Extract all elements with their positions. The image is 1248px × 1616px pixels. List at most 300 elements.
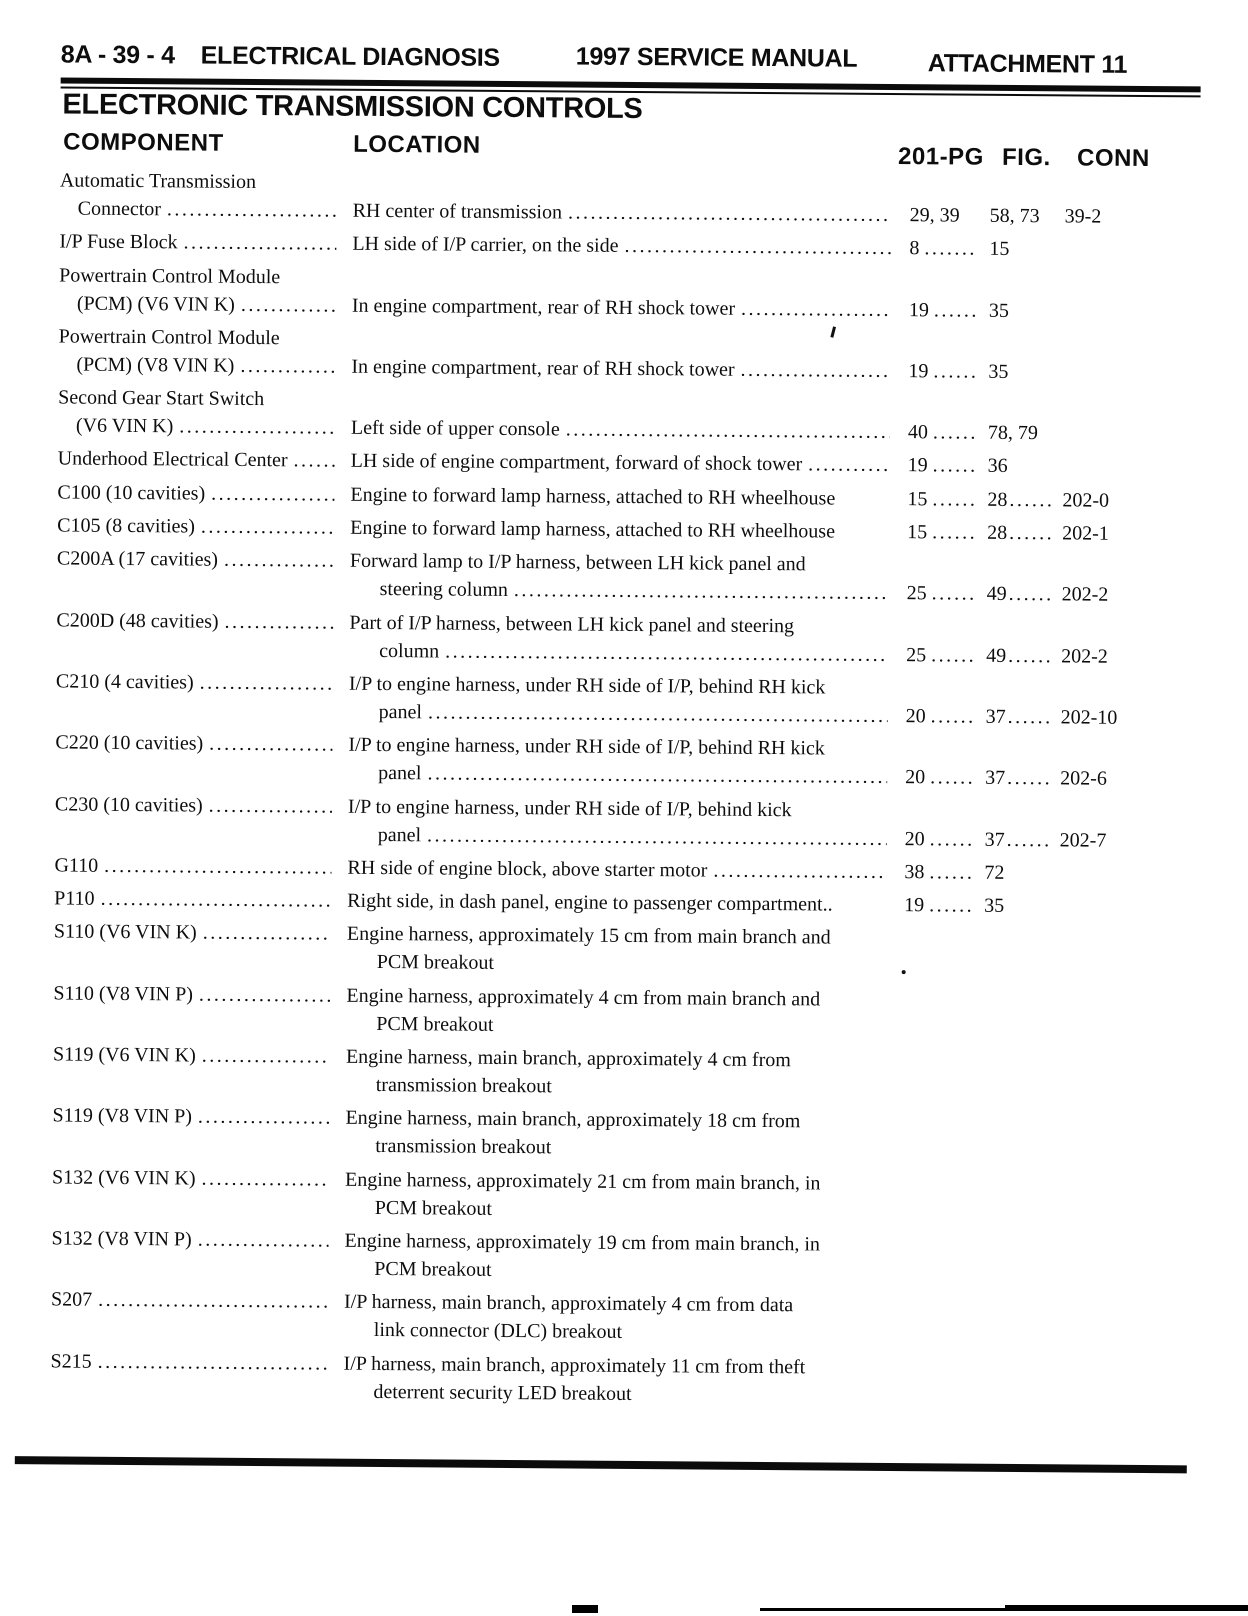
- conn-value: 202-1: [1062, 522, 1109, 545]
- pg-cell: [910, 201, 990, 230]
- location-text: PCM breakout: [376, 951, 495, 975]
- component-text: C200D (48 cavities): [56, 609, 219, 633]
- table-row: [57, 478, 1157, 515]
- component-cell: [51, 1314, 344, 1344]
- fig-value: 36: [987, 455, 1008, 478]
- dot-leader: [198, 1103, 330, 1132]
- location-cell: [344, 1255, 901, 1287]
- table-row: [59, 228, 1159, 265]
- component-text: Automatic Transmission: [59, 169, 257, 193]
- pg-cell: [908, 418, 988, 447]
- pg-cell: [905, 825, 985, 854]
- dot-leader: [1007, 764, 1050, 792]
- fig-cell: [984, 859, 1059, 888]
- conn-value: 39-2: [1064, 205, 1102, 228]
- component-cell: [58, 350, 351, 380]
- table-row: [55, 790, 1155, 855]
- component-cell: [51, 1286, 344, 1316]
- dot-leader: [101, 885, 332, 915]
- fig-value: 49: [986, 644, 1007, 667]
- component-cell: [51, 1252, 344, 1282]
- dot-leader: [932, 485, 975, 513]
- pg-value: 19: [908, 298, 929, 321]
- location-text: transmission breakout: [375, 1074, 552, 1098]
- component-cell: [51, 1224, 344, 1254]
- fig-value: 37: [985, 705, 1006, 728]
- table-row: [58, 445, 1158, 482]
- location-cell: [352, 263, 909, 295]
- bottom-rule: [15, 1456, 1187, 1473]
- location-text: In engine compartment, rear of RH shock tower: [351, 294, 736, 320]
- component-cell: [56, 667, 349, 697]
- conn-value: 202-0: [1062, 489, 1110, 512]
- component-text: C200A (17 cavities): [56, 547, 219, 572]
- pg-value: 40: [907, 421, 929, 444]
- location-text: panel: [378, 700, 423, 724]
- dot-leader: [240, 352, 335, 381]
- dot-leader: [933, 419, 976, 447]
- component-text: C105 (8 cavities): [57, 514, 195, 538]
- dot-leader: [202, 1042, 330, 1071]
- table-row: [55, 729, 1155, 794]
- dot-leader: [428, 698, 888, 730]
- location-text: In engine compartment, rear of RH shock tower: [351, 355, 735, 381]
- pg-cell: [907, 485, 987, 514]
- fig-value: 28: [987, 488, 1008, 511]
- table-row: [59, 261, 1159, 326]
- pg-cell: [904, 858, 984, 887]
- conn-value: 202-2: [1061, 583, 1109, 607]
- conn-cell: [1063, 453, 1158, 482]
- location-cell: [352, 325, 909, 357]
- dot-leader: [1009, 580, 1052, 608]
- manual-title: 1997 SERVICE MANUAL: [575, 42, 858, 73]
- dot-leader: [98, 1347, 328, 1377]
- pg-value: 8: [909, 237, 920, 260]
- component-text: C230 (10 cavities): [54, 792, 203, 817]
- dot-leader: [104, 852, 332, 882]
- pg-value: 15: [907, 521, 928, 544]
- conn-cell: [1062, 581, 1157, 610]
- attachment-label: ATTACHMENT 11: [927, 49, 1128, 79]
- location-text: link connector (DLC) breakout: [373, 1319, 623, 1344]
- dot-leader: [933, 452, 976, 480]
- component-cell: [56, 634, 349, 664]
- fig-cell: [986, 703, 1061, 732]
- location-cell: [346, 981, 903, 1013]
- location-cell: [350, 481, 907, 513]
- location-text: Engine harness, main branch, approximately 4 cm from: [345, 1045, 791, 1072]
- conn-cell: [1065, 202, 1160, 231]
- dot-leader: [427, 760, 887, 792]
- pg-cell: [906, 702, 986, 731]
- conn-cell: [1060, 765, 1155, 794]
- dot-leader: [293, 447, 334, 475]
- component-cell: [57, 512, 350, 542]
- dot-leader: [211, 479, 334, 508]
- dot-leader: [224, 546, 334, 575]
- component-cell: [57, 478, 350, 508]
- dot-leader: [931, 641, 974, 669]
- dot-leader: [514, 576, 889, 607]
- component-cell: [57, 573, 350, 603]
- fig-value: 35: [984, 894, 1005, 918]
- component-cell: [60, 194, 353, 224]
- fig-cell: [988, 358, 1063, 387]
- location-text: Right side, in dash panel, engine to passenger compartment..: [347, 889, 833, 916]
- location-cell: [350, 514, 907, 546]
- pg-value: 19: [907, 454, 928, 477]
- fig-value: 58, 73: [989, 204, 1040, 228]
- fig-value: 35: [988, 360, 1009, 383]
- scan-artifact-footer-line: [1005, 1605, 1248, 1610]
- location-text: Engine harness, main branch, approximately 18 cm from: [345, 1107, 801, 1133]
- location-text: panel: [377, 823, 422, 846]
- dot-leader: [201, 1164, 329, 1193]
- component-cell: [59, 289, 352, 319]
- location-text: PCM breakout: [374, 1257, 492, 1281]
- location-text: Engine harness, approximately 19 cm from main branch, in: [344, 1229, 821, 1256]
- dot-leader: [200, 669, 333, 698]
- component-cell: [54, 885, 347, 915]
- pg-value: 19: [908, 360, 929, 383]
- dot-leader: [1009, 486, 1052, 514]
- component-text: C220 (10 cavities): [55, 731, 204, 755]
- component-cell: [52, 1163, 345, 1193]
- fig-value: 37: [984, 828, 1005, 851]
- component-cell: [52, 1102, 345, 1132]
- component-cell: [59, 322, 352, 352]
- dot-leader: [183, 229, 336, 258]
- dot-leader: [931, 702, 974, 730]
- fig-cell: [987, 580, 1062, 609]
- dot-leader: [209, 730, 332, 759]
- component-text: P110: [54, 887, 95, 910]
- component-text: S119 (V8 VIN P): [52, 1104, 193, 1128]
- dot-leader: [198, 1226, 329, 1255]
- conn-cell: [1063, 420, 1158, 449]
- dot-leader: [929, 858, 972, 886]
- location-cell: [348, 820, 905, 852]
- conn-cell: [1060, 826, 1155, 855]
- pg-cell: [908, 357, 988, 386]
- component-cell: [60, 166, 353, 196]
- location-text: column: [379, 639, 440, 663]
- pg-cell: [907, 579, 987, 608]
- component-cell: [56, 695, 349, 725]
- component-cell: [53, 1040, 346, 1070]
- component-cell: [52, 1191, 345, 1221]
- location-cell: [344, 1316, 901, 1348]
- location-cell: [350, 575, 907, 607]
- location-cell: [349, 670, 906, 702]
- component-text: (PCM) (V8 VIN K): [76, 353, 235, 377]
- column-header-pg: 201-PG: [897, 143, 984, 171]
- conn-cell: [1064, 297, 1159, 326]
- component-cell: [55, 757, 348, 787]
- scan-artifact-footer-bar: [572, 1605, 598, 1613]
- table-row: [50, 1347, 1150, 1412]
- location-cell: [352, 230, 909, 262]
- dot-leader: [241, 290, 336, 319]
- component-cell: [53, 1068, 346, 1098]
- component-cell: [55, 818, 348, 848]
- dot-leader: [932, 518, 975, 546]
- component-text: S132 (V6 VIN K): [51, 1166, 196, 1190]
- location-cell: [344, 1288, 901, 1320]
- dot-leader: [930, 825, 973, 853]
- pg-value: 25: [906, 643, 927, 666]
- conn-cell: [1061, 703, 1156, 732]
- location-text: Engine harness, approximately 15 cm from main branch and: [346, 923, 831, 949]
- dot-leader: [98, 1286, 328, 1316]
- fig-value: 49: [986, 583, 1007, 606]
- fig-cell: [984, 892, 1059, 921]
- column-header-fig: FIG.: [1001, 143, 1051, 172]
- table-row: [51, 1286, 1151, 1351]
- fig-cell: [987, 486, 1062, 515]
- pg-value: 29, 39: [909, 204, 960, 227]
- component-cell: [50, 1375, 343, 1405]
- dot-leader: [934, 296, 977, 324]
- location-cell: [349, 636, 906, 668]
- fig-cell: [987, 519, 1062, 548]
- location-cell: [346, 1009, 903, 1041]
- location-cell: [348, 759, 905, 791]
- dot-leader: [924, 235, 977, 263]
- pg-cell: [907, 518, 987, 547]
- location-text: Forward lamp to I/P harness, between LH kick panel and: [349, 550, 806, 576]
- pg-value: 25: [906, 582, 927, 605]
- dot-leader: [201, 513, 334, 542]
- location-cell: [351, 386, 908, 418]
- conn-value: 202-6: [1060, 767, 1107, 790]
- location-cell: [346, 1071, 903, 1103]
- pg-cell: [906, 641, 986, 670]
- component-cell: [55, 790, 348, 820]
- page-ref: 8A - 39 - 4: [60, 40, 175, 70]
- location-text: panel: [378, 762, 422, 785]
- pg-cell: [909, 296, 989, 325]
- location-cell: [347, 948, 904, 980]
- component-text: C100 (10 cavities): [57, 481, 206, 505]
- location-cell: [347, 887, 904, 919]
- table-body: [50, 166, 1160, 1416]
- component-text: Powertrain Control Module: [58, 325, 280, 350]
- location-cell: [352, 291, 909, 323]
- component-text: G110: [54, 854, 99, 877]
- component-cell: [54, 851, 347, 881]
- location-text: I/P to engine harness, under RH side of I/P, behind kick: [347, 795, 792, 821]
- location-cell: [346, 1043, 903, 1075]
- location-cell: [345, 1104, 902, 1136]
- dot-leader: [568, 198, 892, 229]
- fig-cell: [988, 419, 1063, 448]
- fig-cell: [989, 235, 1064, 264]
- location-text: steering column: [379, 578, 509, 602]
- pg-value: 19: [904, 894, 925, 917]
- component-cell: [52, 1130, 345, 1160]
- location-cell: [351, 447, 908, 479]
- pg-cell: [908, 452, 988, 481]
- table-row: [53, 979, 1153, 1044]
- table-row: [54, 851, 1154, 888]
- location-text: RH side of engine block, above starter motor: [347, 856, 708, 882]
- location-cell: [345, 1193, 902, 1225]
- location-text: PCM breakout: [376, 1012, 494, 1036]
- pg-value: 20: [905, 766, 926, 789]
- component-text: S207: [50, 1288, 93, 1311]
- dot-leader: [1008, 703, 1051, 731]
- location-text: transmission breakout: [375, 1135, 552, 1159]
- location-cell: [347, 854, 904, 886]
- location-cell: [353, 197, 910, 229]
- component-cell: [59, 228, 352, 258]
- table-row: [56, 606, 1156, 671]
- fig-cell: [990, 202, 1065, 231]
- column-header-location: LOCATION: [353, 130, 481, 159]
- component-cell: [59, 261, 352, 291]
- dot-leader: [932, 580, 975, 608]
- location-text: Left side of upper console: [350, 416, 560, 441]
- section-title: ELECTRICAL DIAGNOSIS: [200, 41, 500, 72]
- fig-value: 78, 79: [987, 421, 1038, 445]
- component-cell: [58, 412, 351, 442]
- component-text: Connector: [77, 197, 162, 221]
- pg-value: 20: [905, 705, 926, 728]
- pg-cell: [909, 234, 989, 263]
- page-title: ELECTRONIC TRANSMISSION CONTROLS: [62, 88, 643, 126]
- component-text: Underhood Electrical Center: [57, 447, 288, 472]
- location-cell: [343, 1349, 900, 1381]
- fig-cell: [985, 825, 1060, 854]
- conn-cell: [1062, 486, 1157, 515]
- component-text: S215: [50, 1349, 92, 1373]
- fig-value: 35: [988, 299, 1009, 322]
- dot-leader: [1008, 642, 1051, 670]
- location-cell: [350, 547, 907, 579]
- component-cell: [53, 979, 346, 1009]
- conn-cell: [1064, 236, 1159, 265]
- location-text: RH center of transmission: [352, 199, 563, 224]
- conn-cell: [1059, 859, 1154, 888]
- fig-value: 15: [989, 238, 1010, 261]
- dot-leader: [224, 607, 333, 636]
- component-text: I/P Fuse Block: [59, 230, 178, 254]
- component-text: (V6 VIN K): [75, 414, 174, 438]
- location-text: deterrent security LED breakout: [373, 1380, 632, 1405]
- conn-cell: [1062, 519, 1157, 548]
- component-cell: [56, 606, 349, 636]
- location-cell: [353, 169, 910, 201]
- component-cell: [54, 918, 347, 948]
- location-text: Engine to forward lamp harness, attached to RH wheelhouse: [350, 483, 836, 510]
- dot-leader: [427, 821, 887, 853]
- location-text: Engine harness, approximately 21 cm from main branch, in: [344, 1168, 821, 1195]
- component-cell: [53, 1007, 346, 1037]
- dot-leader: [929, 891, 972, 919]
- column-header-component: COMPONENT: [63, 128, 224, 157]
- conn-value: 202-2: [1061, 645, 1108, 668]
- location-text: I/P harness, main branch, approximately 11 cm from theft: [343, 1352, 806, 1378]
- location-text: I/P to engine harness, under RH side of I/P, behind RH kick: [348, 734, 825, 760]
- column-header-conn: CONN: [1076, 144, 1150, 173]
- fig-cell: [985, 764, 1060, 793]
- location-cell: [345, 1165, 902, 1197]
- location-text: LH side of engine compartment, forward of shock tower: [350, 450, 803, 476]
- location-text: Engine to forward lamp harness, attached to RH wheelhouse: [350, 516, 836, 543]
- table-row: [52, 1102, 1152, 1167]
- conn-value: 202-7: [1059, 828, 1107, 852]
- location-cell: [351, 414, 908, 446]
- dot-leader: [740, 356, 890, 385]
- fig-cell: [988, 452, 1063, 481]
- header-left: [61, 40, 500, 72]
- component-cell: [54, 946, 347, 976]
- fig-cell: [986, 641, 1061, 670]
- table-row: [58, 322, 1158, 387]
- dot-leader: [713, 856, 886, 885]
- table-row: [54, 885, 1154, 922]
- table-row: [60, 166, 1160, 231]
- table-row: [53, 1040, 1153, 1105]
- dot-leader: [1009, 519, 1052, 547]
- dot-leader: [209, 791, 332, 820]
- component-text: C210 (4 cavities): [55, 670, 194, 694]
- dot-leader: [808, 451, 890, 480]
- fig-value: 72: [984, 861, 1005, 884]
- location-cell: [344, 1227, 901, 1259]
- pg-value: 38: [904, 860, 925, 884]
- location-cell: [349, 698, 906, 730]
- dot-leader: [930, 764, 973, 792]
- component-text: S132 (V8 VIN P): [51, 1227, 192, 1251]
- scan-artifact: [902, 970, 906, 974]
- location-text: Engine harness, approximately 4 cm from main branch and: [346, 984, 821, 1011]
- table-row: [57, 512, 1157, 549]
- conn-cell: [1061, 642, 1156, 671]
- location-text: Part of I/P harness, between LH kick panel and steering: [349, 611, 795, 637]
- component-cell: [57, 545, 350, 575]
- fig-cell: [989, 296, 1064, 325]
- pg-cell: [905, 763, 985, 792]
- component-cell: [58, 384, 351, 414]
- table-row: [56, 667, 1156, 732]
- dot-leader: [167, 195, 337, 224]
- location-text: I/P harness, main branch, approximately 4 cm from data: [343, 1290, 794, 1317]
- dot-leader: [203, 919, 331, 948]
- location-cell: [343, 1377, 900, 1409]
- location-text: LH side of I/P carrier, on the side: [352, 233, 619, 258]
- table-row: [51, 1224, 1151, 1289]
- location-text: I/P to engine harness, under RH side of I/P, behind RH kick: [348, 672, 826, 699]
- table-row: [57, 545, 1157, 610]
- dot-leader: [933, 357, 976, 385]
- location-cell: [348, 792, 905, 824]
- conn-cell: [1063, 358, 1158, 387]
- fig-value: 28: [987, 521, 1008, 544]
- location-text: PCM breakout: [374, 1196, 493, 1220]
- dot-leader: [1007, 825, 1050, 853]
- dot-leader: [624, 232, 891, 262]
- table-row: [54, 918, 1154, 983]
- pg-value: 15: [907, 487, 928, 511]
- component-text: S110 (V8 VIN P): [53, 982, 194, 1006]
- location-cell: [347, 920, 904, 952]
- pg-value: 20: [904, 827, 925, 850]
- dot-leader: [179, 413, 335, 442]
- location-cell: [348, 731, 905, 763]
